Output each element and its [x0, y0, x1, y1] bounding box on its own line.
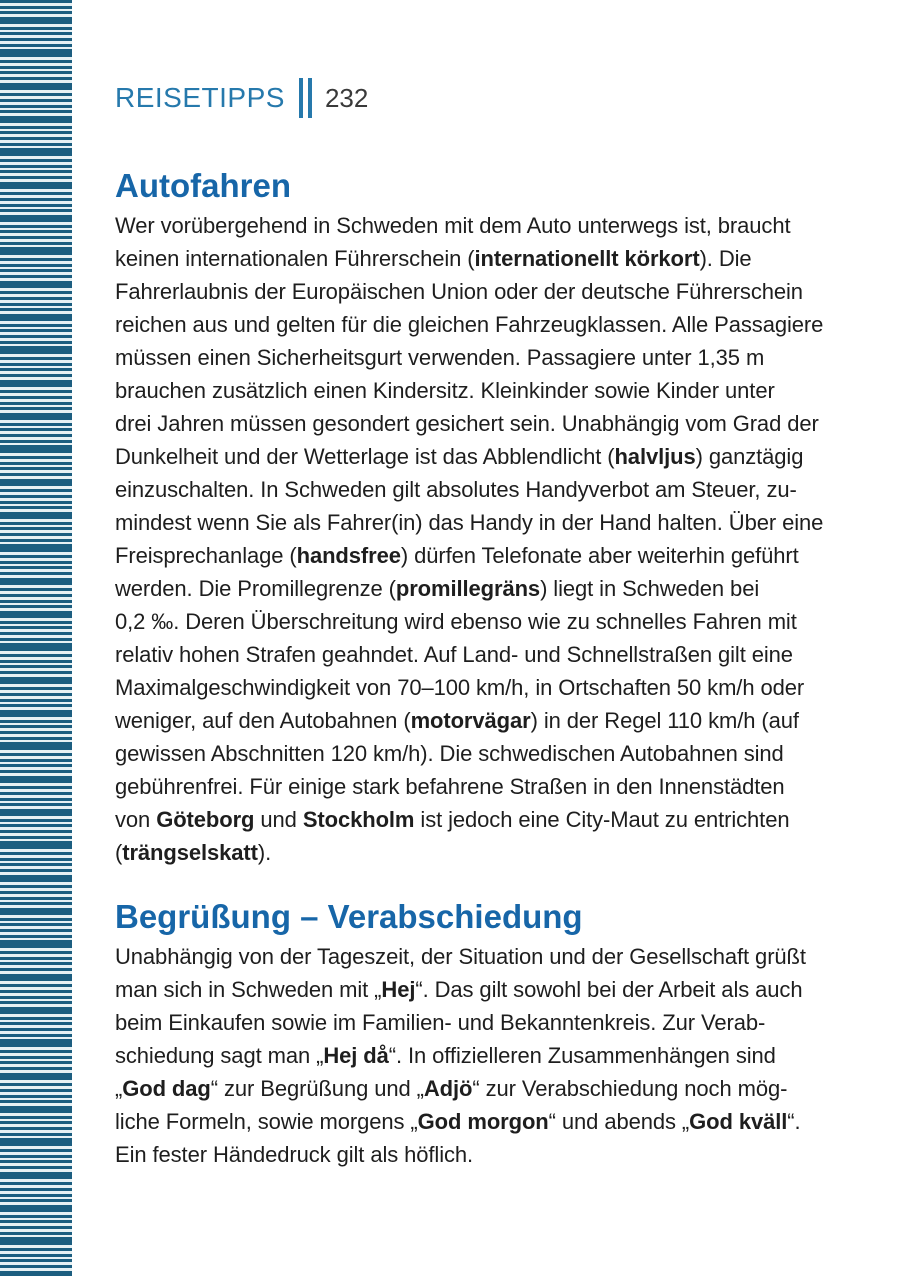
page-number: 232	[324, 83, 369, 113]
page-header	[115, 78, 840, 118]
chapter-label: REISETIPPS	[115, 82, 285, 113]
page-content	[115, 0, 840, 1171]
double-bar-separator-icon	[299, 78, 312, 118]
section-body-autofahren: Wer vorübergehend in Schweden mit dem Auto unterwegs ist, braucht keinen internationalen Führerschein (internationellt körkort). Die Fahrerlaubnis der Europäischen Union oder der deutsche Führerschein reichen aus und gelten für die gleichen Fahrzeugklassen. Alle Passagiere müssen einen Sicherheitsgurt verwenden. Passagiere unter 1,35 m brauchen zusätzlich einen Kindersitz. Kleinkinder sowie Kinder unter drei Jahren müssen gesondert gesichert sein. Unabhängig vom Grad der Dunkelheit und der Wetterlage ist das Abblendlicht (halvljus) ganztägig einzuschalten. In Schweden gilt absolutes Handyverbot am Steuer, zu- mindest wenn Sie als Fahrer(in) das Handy in der Hand halten. Über eine Freisprechanlage (handsfree) dürfen Telefonate aber weiterhin geführt werden. Die Promillegrenze (promillegräns) liegt in Schweden bei 0,2 ‰. Deren Überschreitung wird ebenso wie zu schnelles Fahren mit relativ hohen Strafen geahndet. Auf Land- und Schnellstraßen gilt eine Maximalgeschwindigkeit von 70–100 km/h, in Ortschaften 50 km/h oder weniger, auf den Autobahnen (motorvägar) in der Regel 110 km/h (auf gewissen Abschnitten 120 km/h). Die schwedischen Autobahnen sind gebührenfrei. Für einige stark befahrene Straßen in den Innenstädten von Göteborg und Stockholm ist jedoch eine City-Maut zu entrichten (trängselskatt).	[115, 213, 824, 865]
section-title-begruessung-verabschiedung: Begrüßung – Verabschiedung	[115, 898, 583, 935]
decorative-stripe-band	[0, 0, 72, 1276]
section-title-autofahren: Autofahren	[115, 167, 291, 204]
section-body-begruessung-verabschiedung: Unabhängig von der Tageszeit, der Situation und der Gesellschaft grüßt man sich in Schweden mit „Hej“. Das gilt sowohl bei der Arbeit als auch beim Einkaufen sowie im Familien- und Bekanntenkreis. Zur Verab- schiedung sagt man „Hej då“. In offizielleren Zusammenhängen sind „God dag“ zur Begrüßung und „Adjö“ zur Verabschiedung noch mög- liche Formeln, sowie morgens „God morgon“ und abends „God kväll“. Ein fester Händedruck gilt als höflich.	[115, 944, 806, 1167]
